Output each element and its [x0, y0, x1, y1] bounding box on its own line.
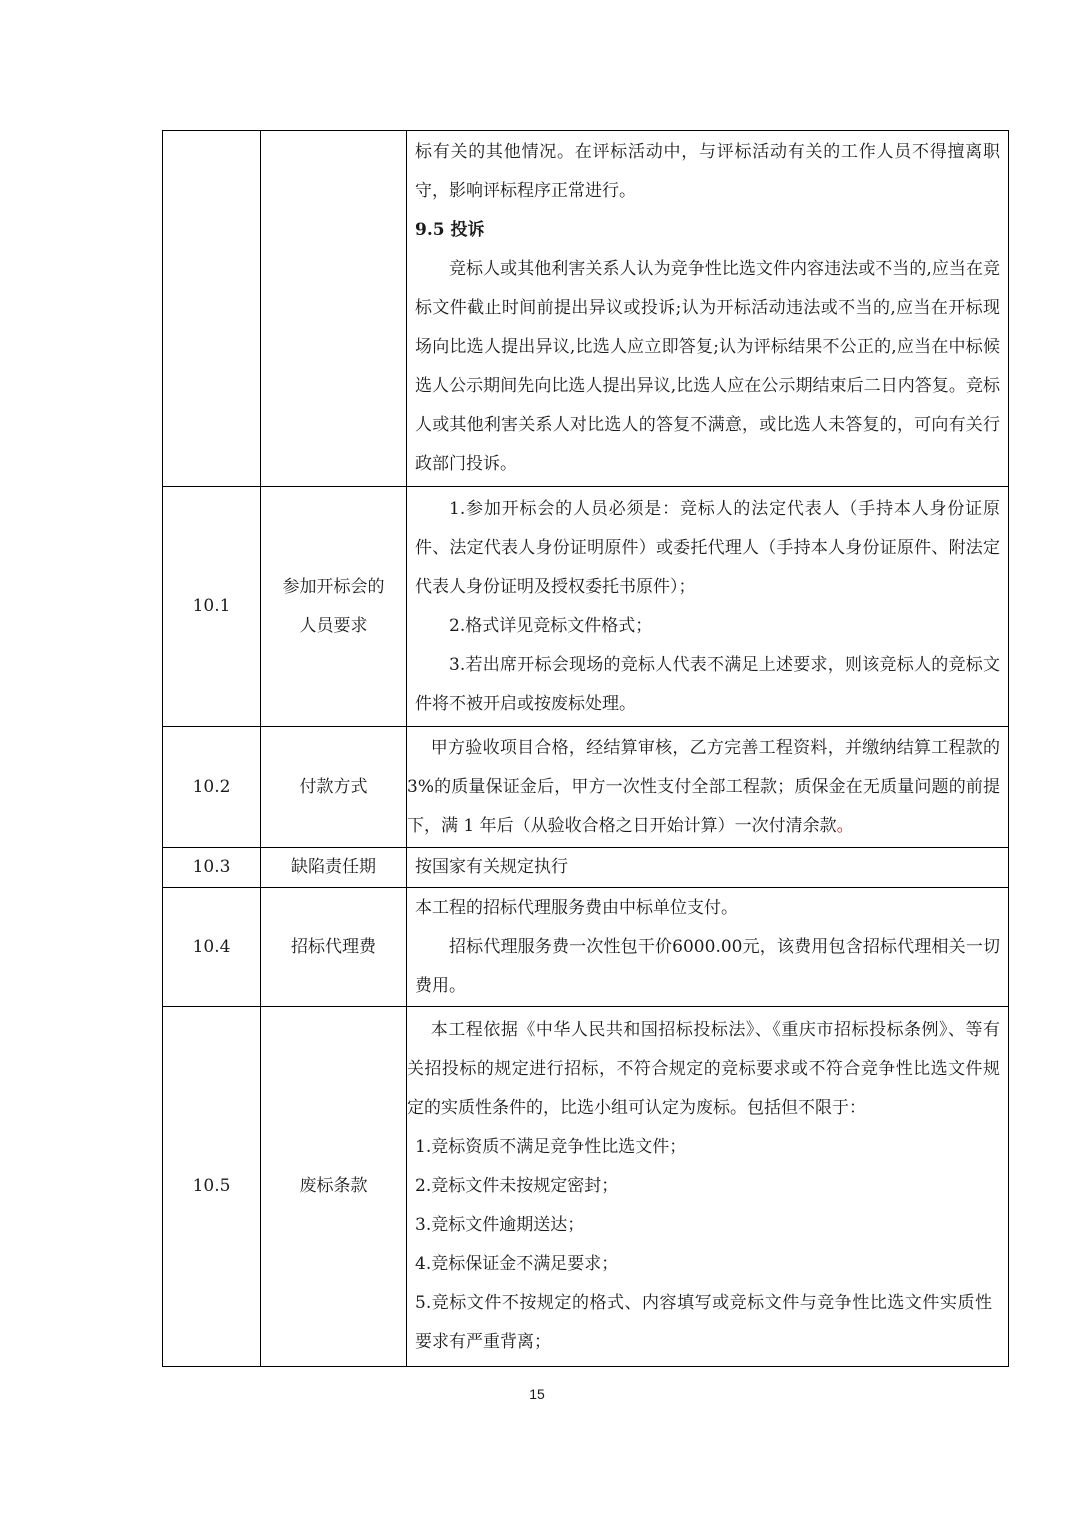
- row-number: 10.5: [163, 1007, 261, 1367]
- row-item-line: 参加开标会的: [282, 576, 385, 597]
- content-paragraph: 竞标人或其他利害关系人认为竞争性比选文件内容违法或不当的,应当在竞标文件截止时间前提出异议或投诉;认为开标活动违法或不当的,应当在开标现场向比选人提出异议,比选人应立即答复;认为评标结果不公正的,应当在中标候选人公示期间先向比选人提出异议,比选人应在公示期结束后二日内答复。竞标人或其他利害关系人对比选人的答复不满意，或比选人未答复的，可向有关行政部门投诉。: [415, 259, 1000, 474]
- content-paragraph: 标有关的其他情况。在评标活动中，与评标活动有关的工作人员不得擅离职守，影响评标程序正常进行。: [415, 142, 1000, 201]
- row-number: 10.1: [163, 487, 261, 727]
- content-paragraph: 3.若出席开标会现场的竞标人代表不满足上述要求，则该竞标人的竞标文件将不被开启或按废标处理。: [415, 654, 1000, 714]
- table-row: [163, 848, 1009, 888]
- row-content: [407, 727, 1009, 848]
- row-number: 10.3: [163, 848, 261, 888]
- row-item: [261, 131, 407, 487]
- content-paragraph: 招标代理服务费一次性包干价6000.00元，该费用包含招标代理相关一切费用。: [415, 936, 1000, 996]
- row-item-line: 人员要求: [299, 615, 368, 636]
- row-item: 付款方式: [261, 727, 407, 848]
- row-item: 缺陷责任期: [261, 848, 407, 888]
- page-number: 15: [529, 1386, 545, 1402]
- table-row: [163, 487, 1009, 727]
- table-row: [163, 1007, 1009, 1367]
- content-paragraph: 本工程的招标代理服务费由中标单位支付。: [415, 897, 738, 918]
- table-row: [163, 727, 1009, 848]
- row-number: 10.2: [163, 727, 261, 848]
- row-item: [261, 487, 407, 727]
- row-content: [407, 131, 1009, 487]
- row-item: 废标条款: [261, 1007, 407, 1367]
- row-content: [407, 848, 1009, 888]
- list-item: 5.竞标文件不按规定的格式、内容填写或竞标文件与竞争性比选文件实质性要求有严重背离；: [415, 1293, 992, 1352]
- content-paragraph: [407, 729, 1000, 846]
- list-item: 1.竞标资质不满足竞争性比选文件；: [415, 1137, 687, 1157]
- list-item: 4.竞标保证金不满足要求；: [415, 1254, 619, 1274]
- list-item: 3.竞标文件逾期送达；: [415, 1215, 585, 1235]
- row-content: [407, 1007, 1009, 1367]
- section-heading: 9.5 投诉: [415, 220, 485, 240]
- table-row: [163, 888, 1009, 1007]
- content-paragraph: 1.参加开标会的人员必须是：竞标人的法定代表人（手持本人身份证原件、法定代表人身份证明原件）或委托代理人（手持本人身份证原件、附法定代表人身份证明及授权委托书原件）；: [415, 498, 1000, 597]
- list-item: 2.竞标文件未按规定密封；: [415, 1176, 619, 1196]
- table-row: [163, 131, 1009, 487]
- content-paragraph: 按国家有关规定执行: [415, 857, 568, 877]
- requirements-table: [162, 130, 1009, 1367]
- row-number: [163, 131, 261, 487]
- trailing-mark: 。: [836, 815, 854, 836]
- content-paragraph: 本工程依据《中华人民共和国招标投标法》、《重庆市招标投标条例》、等有关招投标的规定进行招标，不符合规定的竞标要求或不符合竞争性比选文件规定的实质性条件的，比选小组可认定为废标。包括但不限于：: [407, 1020, 1000, 1118]
- row-item: 招标代理费: [261, 888, 407, 1007]
- row-content: [407, 487, 1009, 727]
- row-content: [407, 888, 1009, 1007]
- content-text: 甲方验收项目合格，经结算审核，乙方完善工程资料，并缴纳结算工程款的 3%的质量保证金后，甲方一次性支付全部工程款；质保金在无质量问题的前提下，满 1 年后（从验收合格之日开始计算）一次付清余款: [407, 737, 1000, 836]
- row-number: 10.4: [163, 888, 261, 1007]
- content-paragraph: 2.格式详见竞标文件格式；: [449, 615, 653, 636]
